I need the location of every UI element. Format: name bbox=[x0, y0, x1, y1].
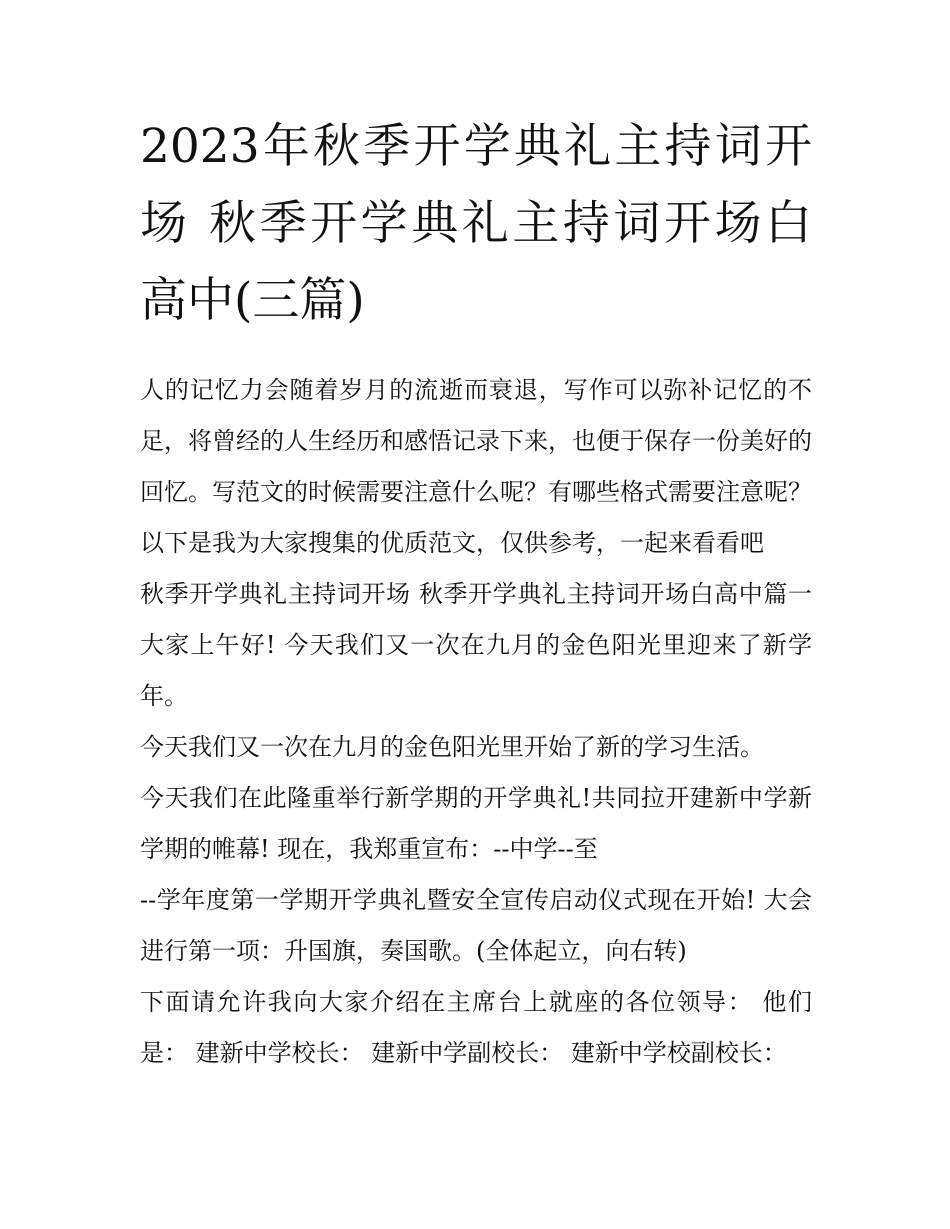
document-page bbox=[140, 108, 812, 1079]
document-body bbox=[140, 365, 812, 1079]
paragraph-intro: 人的记忆力会随着岁月的流逝而衰退，写作可以弥补记忆的不足，将曾经的人生经历和感悟记录下来，也便于保存一份美好的回忆。写范文的时候需要注意什么呢？有哪些格式需要注意呢？以下是我为大家搜集的优质范文，仅供参考，一起来看看吧 bbox=[140, 376, 812, 557]
paragraph-flag-raising: --学年度第一学期开学典礼暨安全宣传启动仪式现在开始! 大会进行第一项：升国旗，奏国歌。(全体起立，向右转) bbox=[140, 886, 812, 965]
paragraph-ceremony-start: 今天我们在此隆重举行新学期的开学典礼!共同拉开建新中学新学期的帷幕! 现在，我郑重宣布：--中学--至 bbox=[140, 784, 812, 863]
document-title: 2023年秋季开学典礼主持词开场 秋季开学典礼主持词开场白高中(三篇) bbox=[140, 119, 812, 328]
paragraph-new-study-life: 今天我们又一次在九月的金色阳光里开始了新的学习生活。 bbox=[140, 733, 764, 761]
paragraph-opening: 秋季开学典礼主持词开场 秋季开学典礼主持词开场白高中篇一 大家上午好! 今天我们又一次在九月的金色阳光里迎来了新学年。 bbox=[140, 580, 812, 710]
paragraph-introduce-leaders: 下面请允许我向大家介绍在主席台上就座的各位领导： 他们是： 建新中学校长： 建新中学副校长： 建新中学校副校长： bbox=[140, 988, 812, 1067]
